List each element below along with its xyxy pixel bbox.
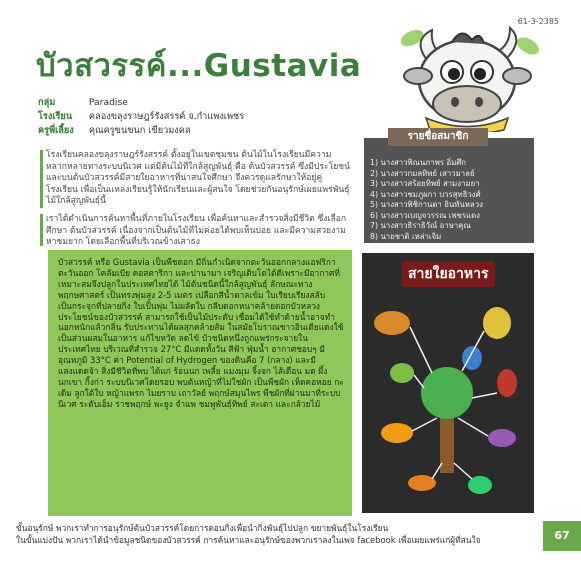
food-arrow <box>454 463 472 479</box>
intro-paragraph-1: โรงเรียนคลองขลุงราษฎร์รังสรรค์ ตั้งอยู่ในเขตชุมชน ต้นไม้ในโรงเรียนมีความหลากหลายทางระบบนิเวศ แต่มีต้นไม้ที่ใกล้สูญพันธุ์ คือ ต้นบัวสวรรค์ ซึ่งมีประโยชน์และบนต้นบัวสวรรค์มีสายใยอาหารที่น่าสนใจศึกษา จึงควรดูแลรักษาให้อยู่คู่โรงเรียน เพื่อเป็นแหล่งเรียนรู้ให้นักเรียนและผู้สนใจ โดยช่วยกันอนุรักษ์เผยแพร่พันธุ์ไม้ใกล้สูญพันธุ์นี้ <box>46 150 350 207</box>
teacher-row <box>38 124 244 138</box>
tree-canopy <box>421 367 473 419</box>
cartoon-cow-illustration <box>392 20 542 132</box>
page-code: 61-3-2385 <box>517 17 559 26</box>
page-number: 67 <box>543 521 581 551</box>
food-arrow <box>472 393 497 398</box>
members-heading: รายชื่อสมาชิก <box>388 128 488 146</box>
member-item: 1) นางสาวพิณนภาพร อิ่มศึก <box>370 158 467 167</box>
paragraph-accent-bar <box>40 214 43 246</box>
food-arrow <box>412 418 437 431</box>
member-item: 4) นางสาวชมภูผกา บวรสุทธิวงศ์ <box>370 189 481 199</box>
beetle-figure <box>497 369 517 397</box>
member-item: 8) นายชาติ เหล่าเจิม <box>370 231 442 241</box>
members-list <box>370 158 530 242</box>
food-arrow <box>458 418 488 436</box>
description-text: บัวสวรรค์ หรือ Gustavia เป็นพืชดอก มีถิ่นกำเนิดจากตะวันออกกลางแอฟริกาตะวันออก โคลัมเบีย คอสตาริกา และปานามา เจริญเติบโตได้ดีเพราะมีอากาศที่เหมาะสมจึงปลูกในประเทศไทยได้ ไม้ต้นชนิดนี้ใกล้สูญพันธุ์ ลักษณะทางพฤกษศาสตร์ เป็นทรงพุ่มสูง 2-5 เมตร เปลือกสีน้ำตาลเข้ม ใบเรียบเรียงสลับเป็นกระจุกที่ปลายกิ่ง ใบเป็นพุ่ม ไม่ผลัดใบ กลีบดอกหนาคล้ายดอกบัวหลวง ประโยชน์ของบัวสวรรค์ สามารถใช้เป็นไม้ประดับ เชื่อมได้ใช้ทำด้ายน้ำอาจทำนอกหนักแล้วกลิ่น รับประทานได้ผลสุกคล้ายส้ม ในสมัยโบราณชาวอินเดียแดงใช้เป็นส่วนผสมในอาหาร แก้ไขหวัด ลดไข้ บัวชนิดหนึ่งถูกแพร่กระจายในประเทศไทย บริเวณที่สำรวจ 27°C มีแดดทั้งวัน สีฟ้า ฟุ่มน้ำ อากาศชอบๆ มีอุณหภูมิ 33°C ค่า Potential of Hydrogen ของดินคือ 7 (กลาง) และมีแสงแดดจ้า สิ่งมีชีวิตที่พบ ได้แก่ ร้อนนก เพลี้ย แมงมุม จิ้งจก ไส้เดือน มด ผึ้ง นกเขา กิ้งก่า ระบบนิเวศโดยรอบ พบต้นหญ้าที่ไม่ใช่ผัก เป็นพืชผัก เห็ดคอหอย กะเดิม ลูกใต้ใบ หญ้าแพรก ไมยราบ เถาวัลย์ พฤกษ์สมุนไพร พืชผักที่ผ่านมาที่ระบบนิเวศ ระดับเอ็ม ราชพฤกษ์ พะยูง จำแพ ชมพูพันธุ์ทิพย์ สะเดา และกล้วยไม้ <box>58 257 344 409</box>
bird-figure <box>374 311 410 335</box>
member-item: 7) นางสาวธิราธิวัณ์ อาษาคุณ <box>370 221 471 230</box>
group-row <box>38 96 244 110</box>
footer-text <box>16 522 566 546</box>
member-item: 3) นางสาวสร้อยทิพย์ สามงามยา <box>370 179 480 188</box>
insect-figure <box>483 307 511 339</box>
intro-paragraph-2: เราได้ดำเนินการค้นหาพื้นที่ภายในโรงเรียน เพื่อค้นหาและสำรวจสิ่งมีชีวิต ซึ่งเลือกศึกษา ต้นบัวสวรรค์ เนื่องจากเป็นต้นไม้ที่ไม่ค่อยได้พบเห็นบ่อย และมีความสวยงาม หาชมยาก โดยเลือกพื้นที่บริเวณข้างเสาธง <box>46 214 347 248</box>
school-row <box>38 110 244 124</box>
school-value: คลองขลุงราษฎร์รังสรรค์ จ.กำแพงเพชร <box>88 111 245 122</box>
food-web-label: สายใยอาหาร <box>402 261 495 287</box>
food-arrow <box>414 375 424 388</box>
snail-figure <box>488 429 516 447</box>
member-item: 2) นางสาวกมลทิพย์ เสาวมาลย์ <box>370 168 475 178</box>
page-title: บัวสวรรค์...Gustavia <box>36 48 362 84</box>
member-item: 6) นางสาวเบญจวรรณ เพชรแดง <box>370 210 480 220</box>
teacher-label: ครูพี่เลี้ยง <box>38 125 74 136</box>
project-meta <box>38 96 244 138</box>
description-box <box>48 250 352 516</box>
lizard-figure <box>381 423 413 443</box>
member-item: 5) นางสาวพิชิกานดา อินทันหลวง <box>370 200 483 209</box>
worm-figure <box>408 475 436 491</box>
frog-figure <box>390 363 414 383</box>
footer-line-2: ในขั้นแบ่งปัน พวกเราได้นำข้อมูลชนิดของบัวสวรรค์ การค้นหาและอนุรักษ์ของพวกเราลงในเพจ facebook เพื่อเผยแพร่แก่ผู้ที่สนใจ <box>16 535 481 545</box>
teacher-value: คุณครูขนขนก เขียวมงคล <box>88 125 191 136</box>
group-value: Paradise <box>88 97 128 108</box>
food-web-photo <box>362 253 534 513</box>
school-label: โรงเรียน <box>38 111 73 122</box>
paragraph-accent-bar <box>40 150 43 208</box>
footer-line-1: ขั้นอนุรักษ์ พวกเราทำการอนุรักษ์ต้นบัวสวรรค์โดยการตอนกิ่งเพื่อนำกิ่งพันธุ์ไปปลูก ขยายพันธุ์ในโรงเรียน <box>16 523 389 533</box>
food-web-drawing <box>362 253 534 513</box>
food-arrow <box>410 327 432 373</box>
group-label: กลุ่ม <box>38 97 56 108</box>
